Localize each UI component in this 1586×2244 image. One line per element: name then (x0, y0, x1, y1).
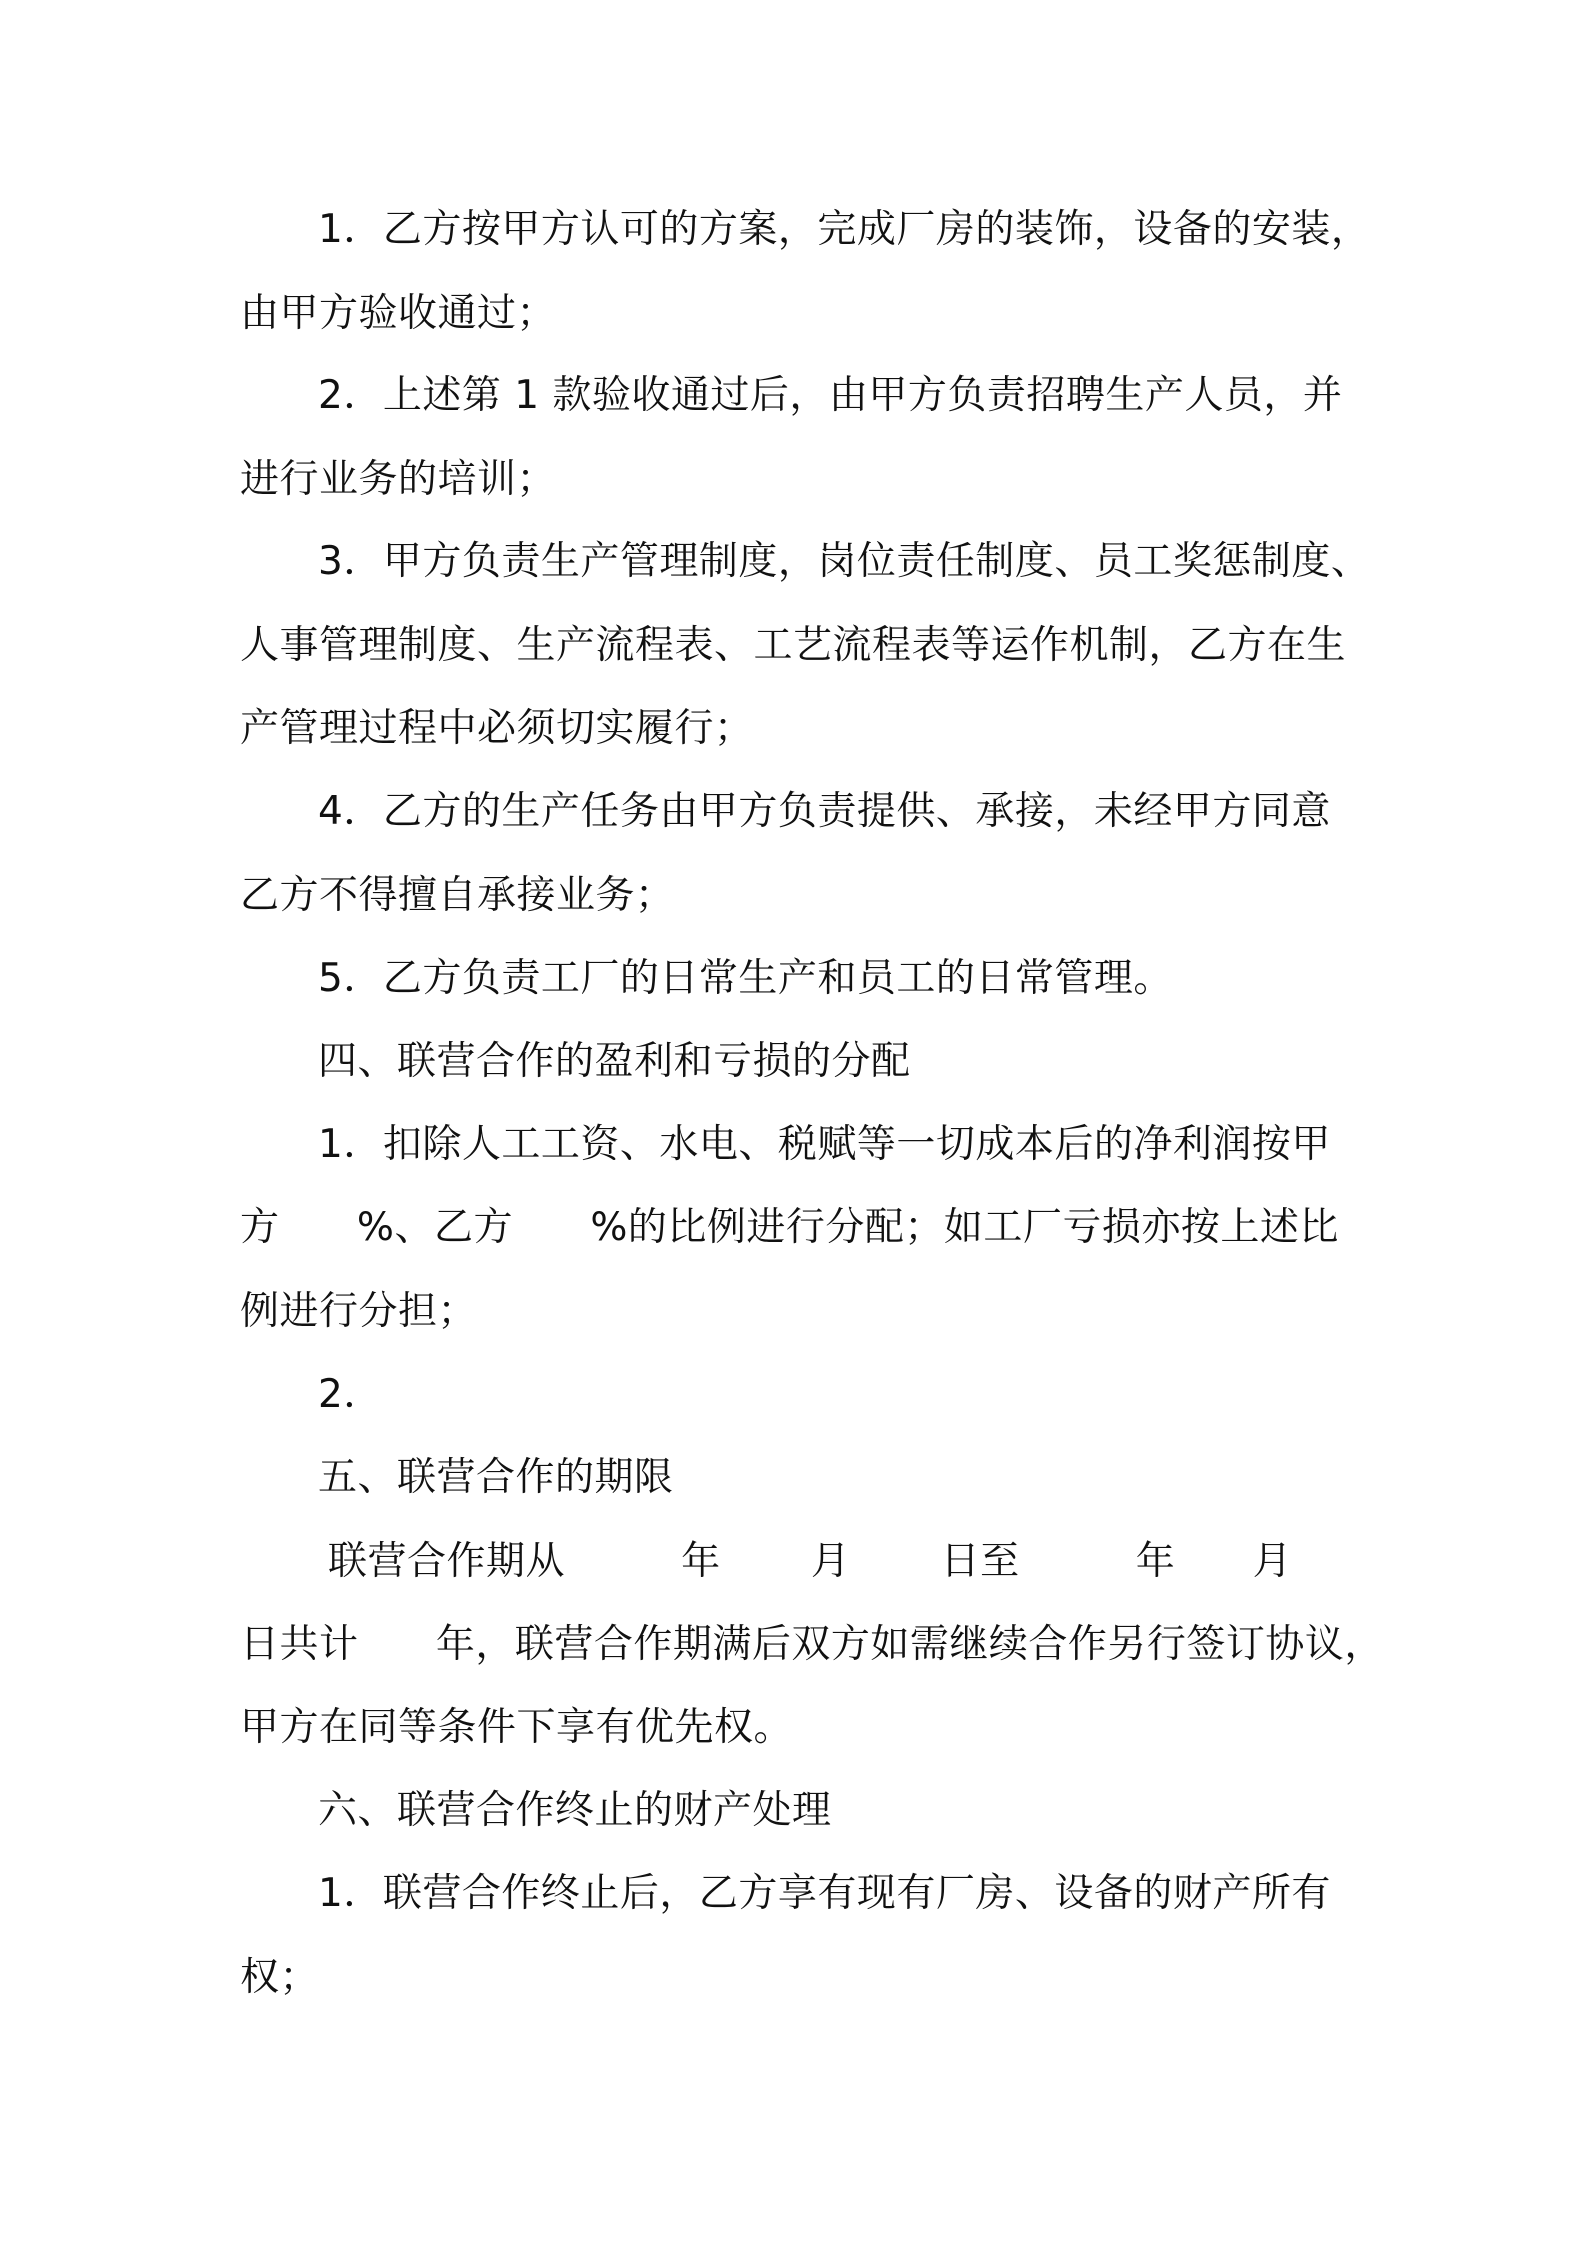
paragraph-line: 3．甲方负责生产管理制度，岗位责任制度、员工奖惩制度、 (318, 539, 1371, 584)
paragraph-line: 由甲方验收通过； (240, 291, 557, 336)
paragraph-line: 2． (318, 1372, 383, 1417)
paragraph-line: 5．乙方负责工厂的日常生产和员工的日常管理。 (318, 956, 1173, 1001)
section-heading: 六、联营合作终止的财产处理 (318, 1788, 832, 1833)
paragraph-line: 联营合作期从 年 月 日至 年 月 (328, 1539, 1293, 1584)
paragraph-line: 例进行分担； (240, 1289, 478, 1334)
paragraph-line: 权； (240, 1955, 320, 2000)
paragraph-line: 进行业务的培训； (240, 457, 557, 502)
paragraph-line: 产管理过程中必须切实履行； (240, 706, 754, 751)
paragraph-line: 1．联营合作终止后，乙方享有现有厂房、设备的财产所有 (318, 1871, 1331, 1916)
section-heading: 五、联营合作的期限 (318, 1455, 674, 1500)
paragraph-line: 1．乙方按甲方认可的方案，完成厂房的装饰，设备的安装， (318, 207, 1371, 252)
paragraph-line: 4．乙方的生产任务由甲方负责提供、承接，未经甲方同意 (318, 789, 1331, 834)
paragraph-line: 1．扣除人工工资、水电、税赋等一切成本后的净利润按甲 (318, 1122, 1331, 1167)
paragraph-line: 日共计 年，联营合作期满后双方如需继续合作另行签订协议， (240, 1622, 1384, 1667)
paragraph-line: 甲方在同等条件下享有优先权。 (240, 1705, 794, 1750)
section-heading: 四、联营合作的盈利和亏损的分配 (318, 1039, 911, 1084)
paragraph-line: 人事管理制度、生产流程表、工艺流程表等运作机制，乙方在生 (240, 623, 1347, 668)
paragraph-line: 2．上述第 1 款验收通过后，由甲方负责招聘生产人员，并 (318, 373, 1343, 418)
paragraph-line: 方 %、乙方 %的比例进行分配；如工厂亏损亦按上述比 (240, 1205, 1339, 1250)
paragraph-line: 乙方不得擅自承接业务； (240, 873, 675, 918)
